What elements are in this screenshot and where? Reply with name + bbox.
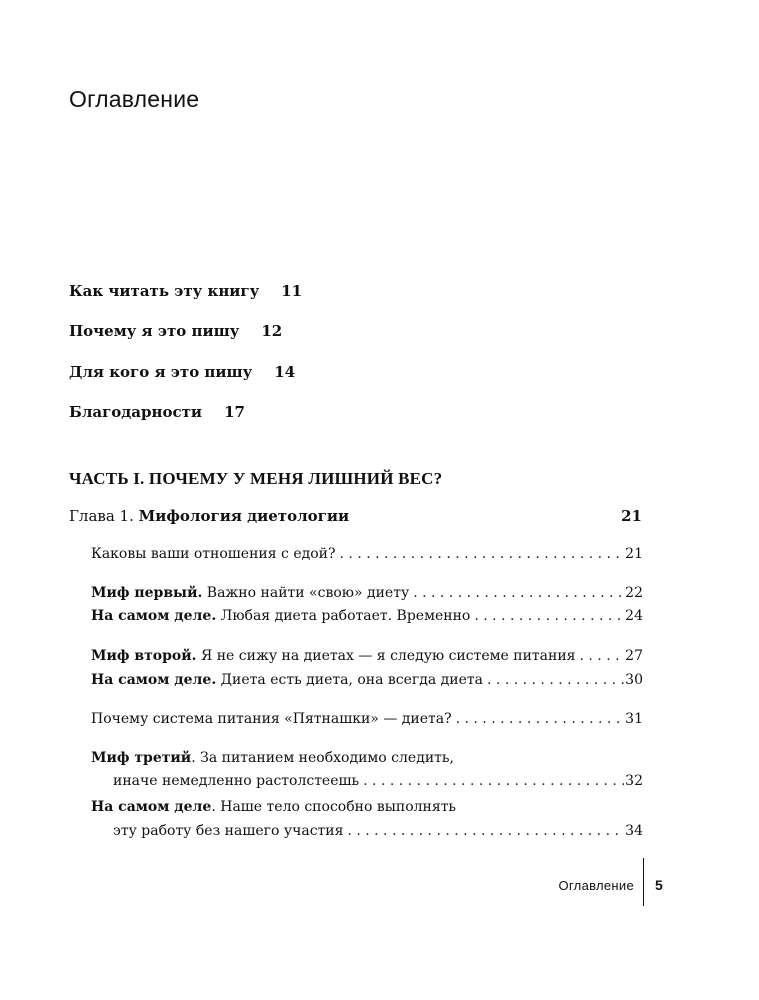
- part-title: ЧАСТЬ I. ПОЧЕМУ У МЕНЯ ЛИШНИЙ ВЕС?: [69, 469, 443, 488]
- toc-entry-text: [91, 671, 483, 689]
- dot-leader: [340, 545, 625, 563]
- toc-entry-rest: Любая диета работает. Временно: [220, 608, 471, 624]
- toc-entry-first-line: [91, 798, 456, 816]
- running-footer-label: Оглавление: [558, 878, 634, 893]
- toc-entry-text: [91, 584, 409, 602]
- toc-entry-first-line: [91, 749, 454, 767]
- page-number: 5: [655, 877, 663, 893]
- toc-entry-title: Для кого я это пишу: [69, 363, 253, 381]
- toc-entry: [91, 545, 643, 563]
- toc-entry-continuation: [113, 822, 643, 840]
- toc-entry-page: 24: [625, 608, 643, 624]
- toc-entry-page: 27: [625, 648, 643, 664]
- chapter-prefix: Глава 1.: [69, 507, 134, 525]
- toc-entry-title: Благодарности: [69, 403, 203, 421]
- toc-entry-text: Каковы ваши отношения с едой?: [91, 546, 336, 562]
- toc-entry: [91, 671, 643, 689]
- toc-entry-title: Почему я это пишу: [69, 322, 240, 340]
- toc-front-entry: [69, 403, 245, 421]
- dot-leader: [363, 772, 624, 790]
- toc-front-entry: [69, 282, 302, 300]
- toc-entry: [91, 710, 643, 728]
- toc-entry-bold: На самом деле.: [91, 608, 217, 624]
- toc-entry-page: 22: [625, 585, 643, 601]
- dot-leader: [487, 671, 624, 689]
- toc-entry-page: 14: [274, 363, 296, 381]
- toc-entry: [91, 584, 643, 602]
- dot-leader: [580, 647, 625, 665]
- toc-entry-text: иначе немедленно растолстеешь: [113, 773, 360, 789]
- toc-entry-page: 21: [625, 546, 643, 562]
- dot-leader: [347, 822, 624, 840]
- footer-divider: [643, 858, 644, 906]
- dot-leader: [456, 710, 625, 728]
- toc-entry-continuation: [113, 772, 643, 790]
- toc-entry-bold: Миф первый.: [91, 585, 203, 601]
- toc-entry-rest: . За питанием необходимо следить,: [191, 750, 454, 766]
- toc-entry-page: 11: [281, 282, 303, 300]
- toc-entry-page: 12: [261, 322, 283, 340]
- toc-entry-text: Почему система питания «Пятнашки» — диета?: [91, 711, 452, 727]
- toc-entry-bold: На самом деле.: [91, 672, 217, 688]
- page-heading: Оглавление: [69, 86, 200, 112]
- chapter-title: Мифология диетологии: [138, 507, 350, 525]
- toc-entry-bold: На самом деле: [91, 799, 212, 815]
- toc-entry-rest: . Наше тело способно выполнять: [211, 799, 457, 815]
- toc-entry-page: 31: [625, 711, 643, 727]
- toc-entry: [91, 647, 643, 665]
- toc-entry-rest: Диета есть диета, она всегда диета: [220, 672, 484, 688]
- toc-entry-bold: Миф второй.: [91, 648, 197, 664]
- toc-entry-page: 30: [625, 672, 643, 688]
- toc-front-entry: [69, 363, 295, 381]
- toc-entry-text: эту работу без нашего участия: [113, 823, 344, 839]
- dot-leader: [413, 584, 624, 602]
- chapter-entry: [69, 507, 642, 525]
- toc-entry-page: 17: [224, 403, 245, 421]
- chapter-title-group: [69, 507, 349, 525]
- toc-entry-text: [91, 647, 576, 665]
- toc-entry-rest: Важно найти «свою» диету: [206, 585, 410, 601]
- toc-entry-text: [91, 607, 470, 625]
- toc-entry-page: 34: [625, 823, 643, 839]
- toc-entry-page: 32: [625, 773, 643, 789]
- toc-entry-rest: Я не сижу на диетах — я следую системе питания: [200, 648, 576, 664]
- toc-entry-title: Как читать эту книгу: [69, 282, 260, 300]
- toc-entry: [91, 607, 643, 625]
- toc-entry-bold: Миф третий: [91, 750, 192, 766]
- chapter-page: 21: [621, 507, 642, 525]
- dot-leader: [474, 607, 624, 625]
- toc-front-entry: [69, 322, 282, 340]
